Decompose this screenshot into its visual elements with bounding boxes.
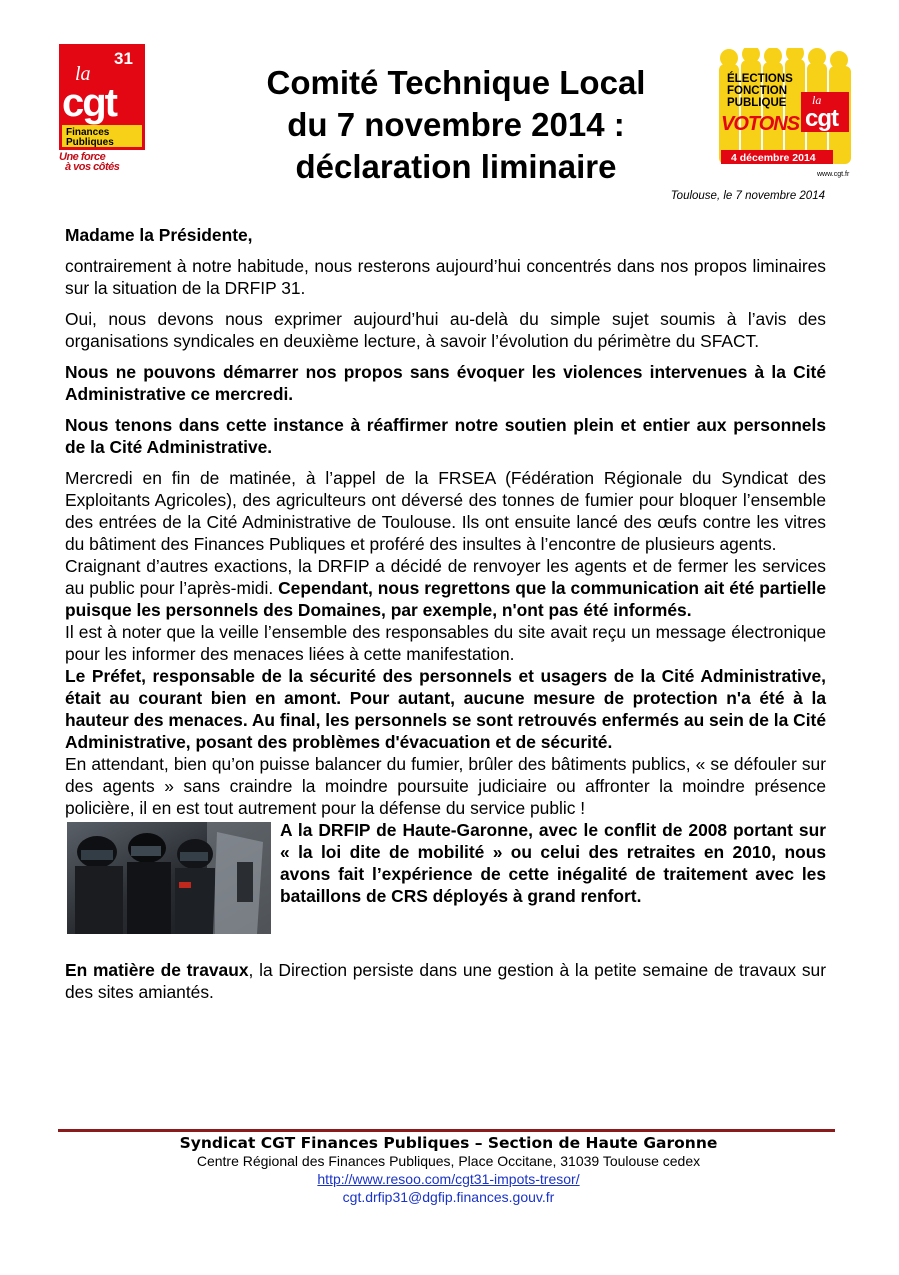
salutation: Madame la Présidente, — [65, 225, 253, 245]
svg-text:www.cgt.fr: www.cgt.fr — [817, 171, 850, 178]
paragraph-9: En attendant, bien qu’on puisse balancer du fumier, brûler des bâtiments publics, « se défouler sur des agents » sans craindre la moindre poursuite judiciaire ou affronter la moindre présence policière, il en est tout autrement pour la défense du service public ! — [65, 754, 826, 818]
title-line-3: déclaration liminaire — [295, 148, 617, 185]
svg-text:PUBLIQUE: PUBLIQUE — [727, 97, 787, 109]
paragraph-11-bold: En matière de travaux — [65, 960, 249, 980]
paragraph-11 — [65, 959, 826, 1003]
elections-cgt-logo — [717, 48, 853, 178]
svg-text:la: la — [75, 63, 91, 85]
footer-email-link[interactable]: cgt.drfip31@dgfip.finances.gouv.fr — [342, 1189, 555, 1205]
paragraph-6-bold: Cependant, nous regrettons que la communication ait été partielle puisque les personnels des Domaines, par exemple, n'ont pas été informés. — [65, 578, 826, 620]
svg-text:cgt: cgt — [805, 105, 838, 132]
paragraph-5: Mercredi en fin de matinée, à l’appel de la FRSEA (Fédération Régionale du Syndicat des Exploitants Agricoles), des agriculteurs ont déversé des tonnes de fumier pour bloquer l’ensemble des entrées de la Cité Administrative de Toulouse. Ils ont ensuite lancé des œufs contre les vitres du bâtiment des Finances Publiques et proféré des insultes à l’encontre de plusieurs agents. — [65, 468, 826, 554]
page-title — [200, 62, 712, 188]
footer-divider — [58, 1129, 835, 1132]
footer-website-link[interactable]: http://www.resoo.com/cgt31-impots-tresor/ — [317, 1171, 580, 1187]
riot-police-photo-icon — [67, 822, 271, 934]
elections-poster-icon — [717, 48, 853, 178]
paragraph-10: A la DRFIP de Haute-Garonne, avec le conflit de 2008 portant sur « la loi dite de mobilité » ou celui des retraites en 2010, nous avons fait l’expérience de cette inégalité de traitement avec les bataillons de CRS déployés à grand renfort. — [280, 820, 826, 906]
svg-text:Publiques: Publiques — [66, 137, 114, 148]
dateline: Toulouse, le 7 novembre 2014 — [670, 190, 825, 202]
footer-address: Centre Régional des Finances Publiques, Place Occitane, 31039 Toulouse cedex — [196, 1153, 701, 1169]
paragraph-3: Nous ne pouvons démarrer nos propos sans évoquer les violences intervenues à la Cité Administrative ce mercredi. — [65, 362, 826, 404]
declaration-body — [65, 224, 826, 1003]
title-line-1: Comité Technique Local — [266, 64, 646, 101]
cgt-logo-icon — [59, 44, 145, 150]
paragraph-6-normal: Craignant d’autres exactions, la DRFIP a décidé de renvoyer les agents et de fermer les services au public pour l’après-midi. — [65, 556, 826, 598]
cgt-slogan: Une force à vos côtés — [59, 151, 120, 173]
paragraph-2: Oui, nous devons nous exprimer aujourd’hui au-delà du simple sujet soumis à l’avis des organisations syndicales en deuxième lecture, à savoir l’évolution du périmètre du SFACT. — [65, 309, 826, 351]
svg-text:ÉLECTIONS: ÉLECTIONS — [727, 73, 793, 85]
paragraph-4: Nous tenons dans cette instance à réaffirmer notre soutien plein et entier aux personnels de la Cité Administrative. — [65, 415, 826, 457]
paragraph-8: Le Préfet, responsable de la sécurité des personnels et usagers de la Cité Administrative, était au courant bien en amont. Pour autant, aucune mesure de protection n'a été à la hauteur des menaces. Au final, les personnels se sont retrouvés enfermés au sein de la Cité Administrative, posant des problèmes d'évacuation et de sécurité. — [65, 666, 826, 752]
svg-text:31: 31 — [114, 49, 133, 68]
svg-text:cgt: cgt — [62, 81, 116, 125]
svg-text:Finances: Finances — [66, 127, 110, 138]
photo-block — [65, 819, 826, 959]
svg-text:la: la — [812, 93, 822, 107]
svg-text:4 décembre 2014: 4 décembre 2014 — [731, 152, 816, 164]
svg-text:FONCTION: FONCTION — [727, 85, 788, 97]
title-line-2: du 7 novembre 2014 : — [287, 106, 625, 143]
paragraph-11-normal: , la Direction persiste dans une gestion à la petite semaine de travaux sur des sites amiantés. — [65, 960, 826, 1002]
svg-text:VOTONS: VOTONS — [721, 113, 800, 135]
paragraph-7: Il est à noter que la veille l’ensemble des responsables du site avait reçu un message électronique pour les informer des menaces liées à cette manifestation. — [65, 622, 826, 664]
footer-organization: Syndicat CGT Finances Publiques – Section de Haute Garonne — [179, 1134, 718, 1152]
riot-police-photo — [67, 822, 271, 934]
paragraph-6 — [65, 555, 826, 621]
paragraph-1: contrairement à notre habitude, nous resterons aujourd’hui concentrés dans nos propos liminaires sur la situation de la DRFIP 31. — [65, 256, 826, 298]
cgt-finances-publiques-logo — [59, 44, 145, 173]
footer — [58, 1134, 839, 1206]
